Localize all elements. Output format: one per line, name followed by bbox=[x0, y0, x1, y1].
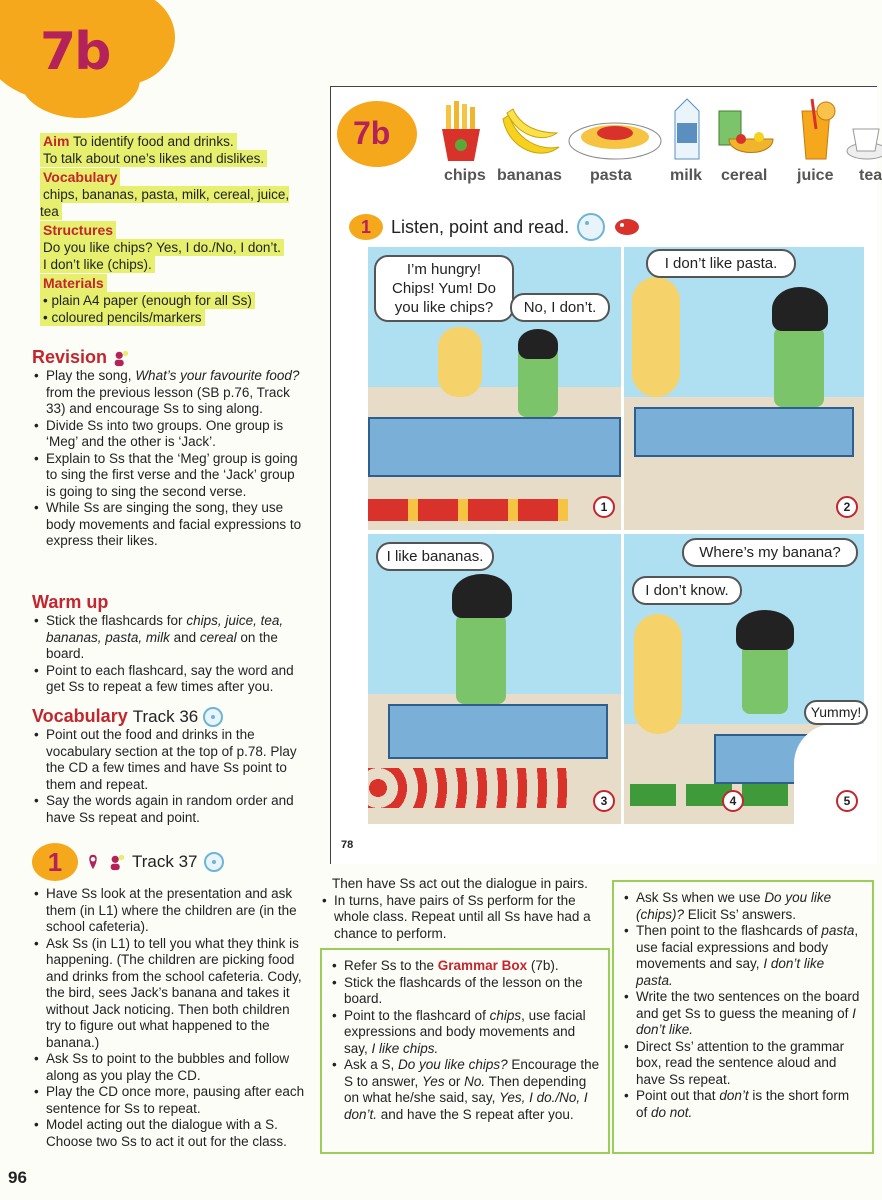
vocab-text: chips, bananas, pasta, milk, cereal, juice, tea bbox=[40, 187, 290, 219]
lesson-number: 7b bbox=[40, 22, 110, 82]
cd-icon bbox=[577, 213, 605, 241]
structures-label: Structures bbox=[40, 221, 116, 239]
aim-line1: To identify food and drinks. bbox=[72, 134, 234, 149]
exercise1-badge: 1 bbox=[32, 843, 78, 881]
comic-panel-4 bbox=[624, 534, 864, 824]
book-badge: 7b bbox=[337, 101, 417, 167]
exercise1-track: Track 37 bbox=[132, 852, 198, 871]
list-item: • Point out the food and drinks in the vocabulary section at the top of p.78. Play the CD a few times and have Ss point to them and repeat. bbox=[32, 727, 302, 793]
materials-item: • plain A4 paper (enough for all Ss) bbox=[40, 292, 255, 309]
exercise-number: 1 bbox=[349, 214, 383, 240]
food-label-cereal: cereal bbox=[721, 167, 768, 184]
jack-character bbox=[742, 644, 788, 714]
list-item: • Direct Ss’ attention to the grammar box, read the sentence aloud and have Ss repeat. bbox=[622, 1039, 864, 1089]
panel-number: 1 bbox=[593, 496, 615, 518]
structures-line2: I don’t like (chips). bbox=[40, 256, 155, 273]
panel-number: 2 bbox=[836, 496, 858, 518]
materials-item: • coloured pencils/markers bbox=[40, 309, 205, 326]
list-item: • Point to the flashcard of chips, use facial expressions and body movements and say, I like chips. bbox=[330, 1008, 600, 1058]
revision-list bbox=[32, 368, 302, 550]
food-label-chips: chips bbox=[444, 167, 486, 184]
student-book-page bbox=[330, 86, 882, 864]
revision-section bbox=[32, 347, 302, 550]
lesson-objectives bbox=[40, 133, 300, 326]
list-item: • While Ss are singing the song, they use body movements and facial expressions to express their likes. bbox=[32, 500, 302, 550]
cd-icon bbox=[203, 707, 223, 727]
pasta-icon bbox=[567, 111, 663, 161]
book-page-number: 78 bbox=[341, 839, 354, 851]
comic-panel-2 bbox=[624, 247, 864, 530]
teaching-box-2 bbox=[612, 880, 874, 1154]
milk-icon bbox=[669, 97, 705, 161]
vocabulary-track: Track 36 bbox=[132, 707, 199, 726]
food-label-pasta: pasta bbox=[590, 167, 632, 184]
list-item: • Explain to Ss that the ‘Meg’ group is going to sing the first verse and the ‘Jack’ group is going to sing the second verse. bbox=[32, 451, 302, 501]
cereal-icon bbox=[715, 105, 777, 161]
aim-label: Aim bbox=[43, 133, 70, 149]
teaching-box-2-list bbox=[622, 890, 864, 1121]
list-item: • Point to each flashcard, say the word and get Ss to repeat a few times after you. bbox=[32, 663, 302, 696]
cd-icon bbox=[204, 852, 224, 872]
speech-bubble: Yummy! bbox=[804, 700, 868, 725]
exercise1-section bbox=[32, 842, 307, 1150]
comic-panel-3 bbox=[368, 534, 621, 824]
list-item: • Then point to the flashcards of pasta, use facial expressions and body movements and say, I don’t like pasta. bbox=[622, 923, 864, 989]
warmup-title: Warm up bbox=[32, 592, 109, 612]
vocabulary-title: Vocabulary bbox=[32, 706, 128, 726]
meg-character bbox=[634, 614, 682, 734]
food-label-tea: tea bbox=[859, 167, 882, 184]
list-item: • Model acting out the dialogue with a S. Choose two Ss to act it out for the class. bbox=[32, 1117, 307, 1150]
speech-bubble: I don’t know. bbox=[632, 576, 742, 605]
juice-icon bbox=[794, 99, 838, 161]
panel-number: 5 bbox=[836, 790, 858, 812]
point-icon bbox=[84, 853, 102, 871]
list-item: • Have Ss look at the presentation and ask them (in L1) where the children are (in the school cafeteria). bbox=[32, 886, 307, 936]
warmup-list bbox=[32, 613, 302, 696]
bird-icon bbox=[613, 217, 641, 237]
jack-character bbox=[456, 614, 506, 704]
meg-character bbox=[438, 327, 482, 397]
group-work-icon bbox=[112, 349, 130, 367]
materials-label: Materials bbox=[40, 274, 107, 292]
list-item: • Ask Ss when we use Do you like (chips)? Elicit Ss’ answers. bbox=[622, 890, 864, 923]
page-number-left: 96 bbox=[8, 1168, 27, 1187]
comic-panel-1 bbox=[368, 247, 621, 530]
perform-item: • In turns, have pairs of Ss perform for the whole class. Repeat until all Ss have had a chance to perform. bbox=[320, 893, 610, 943]
teaching-box-1 bbox=[320, 948, 610, 1154]
vocabulary-list bbox=[32, 727, 302, 826]
list-item: • Stick the flashcards of the lesson on the board. bbox=[330, 975, 600, 1008]
meg-character bbox=[632, 277, 680, 397]
list-item: • Divide Ss into two groups. One group is ‘Meg’ and the other is ‘Jack’. bbox=[32, 418, 302, 451]
tea-icon bbox=[845, 115, 878, 161]
bottom-notes-col1 bbox=[320, 876, 610, 942]
panel-number: 4 bbox=[722, 790, 744, 812]
list-item: • Ask Ss (in L1) to tell you what they think is happening. (The children are picking food and drinks from the school cafeteria. Cody, the bird, sees Jack’s banana and takes it without Jack noticing. Then both children try to figure out what happened to the banana.) bbox=[32, 936, 307, 1052]
food-label-juice: juice bbox=[797, 167, 834, 184]
exercise1-list bbox=[32, 886, 307, 1150]
revision-title: Revision bbox=[32, 347, 302, 368]
speech-bubble: No, I don’t. bbox=[510, 293, 610, 322]
vocab-label: Vocabulary bbox=[40, 168, 120, 186]
panel-number: 3 bbox=[593, 790, 615, 812]
speech-bubble: I like bananas. bbox=[376, 542, 494, 571]
list-item: • Ask a S, Do you like chips? Encourage the S to answer, Yes or No. Then depending on what he/she said, say, Yes, I do./No, I don’t. and have the S repeat after you. bbox=[330, 1057, 600, 1123]
structures-line1: Do you like chips? Yes, I do./No, I don’t. bbox=[40, 239, 284, 256]
speech-bubble: Where’s my banana? bbox=[682, 538, 858, 567]
list-item: • Play the CD once more, pausing after each sentence for Ss to repeat. bbox=[32, 1084, 307, 1117]
speech-bubble: I’m hungry! Chips! Yum! Do you like chips? bbox=[374, 255, 514, 322]
aim-line2: To talk about one’s likes and dislikes. bbox=[40, 150, 267, 167]
warmup-section bbox=[32, 592, 302, 696]
list-item: • Write the two sentences on the board and get Ss to guess the meaning of I don’t like. bbox=[622, 989, 864, 1039]
act-out-text: Then have Ss act out the dialogue in pairs. bbox=[332, 876, 588, 891]
chips-icon bbox=[436, 101, 486, 163]
list-item: • Point out that don’t is the short form of do not. bbox=[622, 1088, 864, 1121]
teaching-box-1-list bbox=[330, 958, 600, 1123]
list-item: • Play the song, What’s your favourite food? from the previous lesson (SB p.76, Track 33) and encourage Ss to sing along. bbox=[32, 368, 302, 418]
exercise-instruction: Listen, point and read. bbox=[391, 216, 570, 237]
vocabulary-section bbox=[32, 706, 302, 826]
group-work-icon bbox=[108, 853, 126, 871]
lesson-badge bbox=[0, 0, 175, 118]
speech-bubble: I don’t like pasta. bbox=[646, 249, 796, 278]
jack-character bbox=[774, 327, 824, 407]
list-item: • Say the words again in random order and have Ss repeat and point. bbox=[32, 793, 302, 826]
exercise-heading bbox=[349, 213, 641, 241]
list-item: • Stick the flashcards for chips, juice, tea, bananas, pasta, milk and cereal on the board. bbox=[32, 613, 302, 663]
food-label-bananas: bananas bbox=[497, 167, 562, 184]
food-label-milk: milk bbox=[670, 167, 703, 184]
list-item: • Refer Ss to the Grammar Box (7b). bbox=[330, 958, 600, 975]
bananas-icon bbox=[499, 107, 563, 163]
list-item: • Ask Ss to point to the bubbles and follow along as you play the CD. bbox=[32, 1051, 307, 1084]
